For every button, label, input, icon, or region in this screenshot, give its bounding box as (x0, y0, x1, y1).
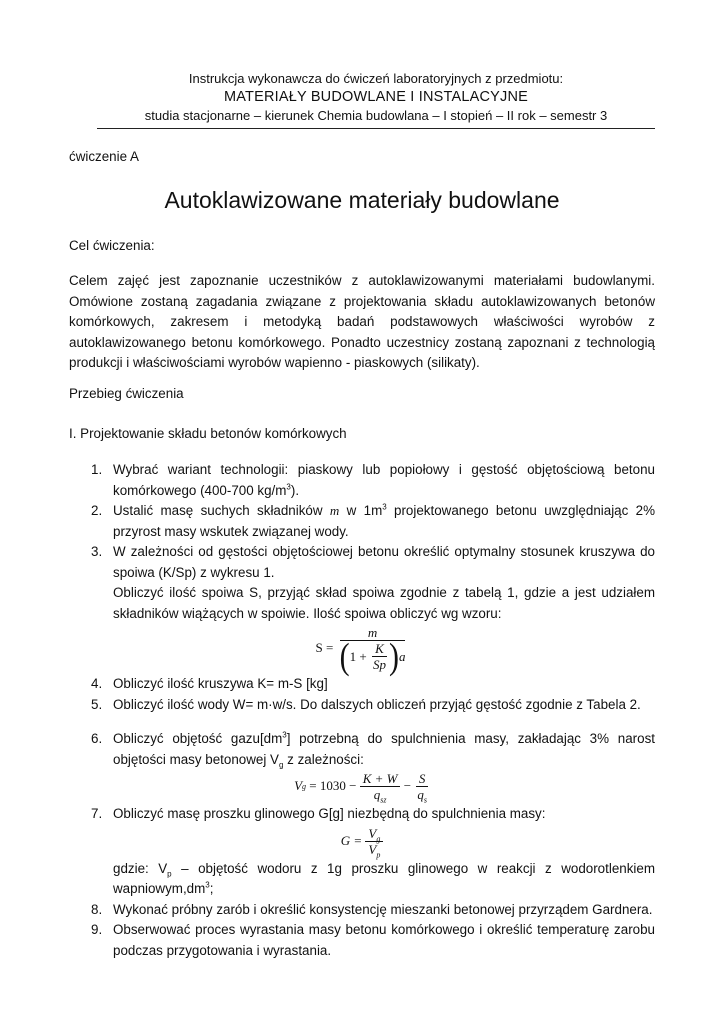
formula-gas-volume: V g = 1030 − $\frac{K + W}{q_{sz}}$ − $\frac{S}{q_s}$ (69, 771, 655, 802)
steps-list (69, 460, 655, 961)
step-number: 8. (91, 901, 103, 917)
formula-q: q (417, 787, 424, 802)
step-number: 6. (91, 731, 103, 746)
header-course-title: MATERIAŁY BUDOWLANE I INSTALACYJNE (223, 89, 529, 105)
step-number: 5. (91, 696, 103, 712)
step-text: Obserwować proces wyrastania masy betonu komórkowego i określić temperaturę zarobu podczas przygotowania i wyrastania. (113, 922, 655, 958)
list-item (69, 542, 655, 677)
formula-v-sub: p (376, 850, 381, 860)
step-note (113, 859, 655, 900)
formula-vp (365, 841, 383, 860)
formula-denominator (337, 635, 409, 677)
formula-vg (365, 826, 383, 842)
step-text: Wykonać próbny zarób i określić konsystencję mieszanki betonowej przyrządem Gardnera. (113, 901, 653, 917)
formula-kw: K + W (360, 771, 401, 787)
subscript: p (167, 869, 172, 879)
page-title: Autoklawizowane materiały budowlane (164, 187, 560, 213)
step-text-end: projektowanego betonu uwzględniając 2% przyrost masy wskutek związanej wody. (113, 503, 655, 539)
formula-eq: = 1030 − (309, 778, 357, 794)
step-number: 4. (91, 676, 103, 691)
formula-s: S (416, 771, 429, 787)
step-text-2: Obliczyć ilość spoiwa S, przyjąć skład spoiwa zgodnie z tabelą 1, gdzie a jest udziałem składników wiążących w spoiwie. Ilość spoiwa obliczyć wg wzoru: (113, 585, 655, 621)
formula-fraction-kw (360, 771, 401, 805)
step-text: W zależności od gęstości objętościowej betonu określić optymalny stosunek kruszywa do spoiwa (K/Sp) z wykresu 1. (113, 544, 655, 580)
step-text-end: z zależności: (283, 751, 364, 767)
list-item (69, 920, 655, 961)
step-number: 7. (91, 806, 103, 821)
procedure-label: Przebieg ćwiczenia (69, 386, 184, 401)
right-paren: ) (388, 635, 399, 677)
formula-q-sub: sz (380, 795, 387, 805)
formula-v: V (368, 841, 377, 857)
list-item (69, 501, 655, 542)
step-text-mid: w 1m (339, 503, 383, 518)
formula-fraction (337, 625, 409, 677)
step-text: Obliczyć ilość kruszywa K= m-S [kg] (113, 676, 328, 691)
formula-qs (414, 787, 430, 805)
list-item (69, 729, 655, 805)
step-text-mid: ] potrzebną do spulchnienia masy, zakładając 3% narost objętości masy betonowej V (113, 731, 655, 767)
step-text-end: ). (290, 482, 300, 498)
header-line-1: Instrukcja wykonawcza do ćwiczeń laboratoryjnych z przedmiotu: (188, 71, 564, 86)
step-number: 9. (91, 922, 103, 937)
list-item (69, 804, 655, 900)
formula-lhs: S = (315, 640, 334, 656)
header-divider (97, 128, 655, 129)
note-text: gdzie: V (113, 860, 168, 876)
list-item (69, 674, 655, 695)
superscript: 3 (382, 502, 387, 512)
formula-inner-fraction (370, 641, 389, 672)
left-paren: ( (339, 635, 350, 677)
superscript: 3 (282, 730, 287, 740)
superscript: 3 (205, 880, 210, 890)
subscript: g (278, 760, 284, 770)
formula-fraction-g (365, 825, 383, 860)
list-item (69, 900, 655, 921)
formula-qsz (371, 787, 390, 805)
step-text: Ustalić masę suchych składników (113, 503, 330, 518)
step-text: Obliczyć objętość gazu[dm (113, 731, 283, 746)
formula-vg: V (294, 778, 303, 794)
note-text-mid: – objętość wodoru z 1g proszku glinowego w reakcji z wodorotlenkiem wapniowym,dm (113, 860, 655, 896)
course-header (97, 70, 655, 125)
step-text: Obliczyć ilość wody W= m·w/s. Do dalszych obliczeń przyjąć gęstość zgodnie z Tabela 2. (113, 696, 641, 712)
section-title: I. Projektowanie składu betonów komórkowych (69, 426, 347, 441)
header-line-3: studia stacjonarne – kierunek Chemia budowlana – I stopień – II rok – semestr 3 (144, 108, 608, 123)
formula-k: K (372, 641, 387, 657)
formula-fraction-s (414, 771, 430, 805)
goal-paragraph: Celem zajęć jest zapoznanie uczestników z autoklawizowanymi materiałami budowlanymi. Omówione zostaną zagadania związane z projektowania składu autoklawizowanych betonów komórkowych, zakresem i metodyką badań podstawowych właściwości wyrobów z autoklawizowanego betonu komórkowego. Ponadto uczestnicy zostaną zapoznani z technologią produkcji i właściwościami wyrobów wapienno - piaskowych (silikaty). (69, 273, 655, 370)
exercise-label: ćwiczenie A (69, 149, 139, 164)
goal-label: Cel ćwiczenia: (69, 238, 155, 253)
formula-numerator: m (340, 625, 405, 641)
list-item (69, 460, 655, 501)
list-spacer (69, 715, 655, 729)
list-item (69, 695, 655, 716)
step-number: 3. (91, 544, 103, 559)
step-number: 2. (91, 503, 103, 518)
formula-binder (69, 625, 655, 677)
formula-g: G = (340, 832, 363, 848)
formula-v-sub: g (376, 834, 381, 844)
formula-one-plus: 1 + (349, 649, 367, 664)
step-text: Wybrać wariant technologii: piaskowy lub popiołowy i gęstość objętościową betonu komórkowego (400-700 kg/m (113, 462, 655, 498)
formula-aluminium (69, 825, 655, 860)
step-number: 1. (91, 462, 103, 477)
formula-v: V (368, 825, 377, 841)
superscript: 3 (286, 482, 291, 492)
step-text: Obliczyć masę proszku glinowego G[g] niezbędną do spulchnienia masy: (113, 806, 546, 821)
note-text-end: ; (209, 881, 214, 896)
formula-q: q (373, 787, 381, 802)
formula-minus: − (403, 778, 412, 794)
var-m: m (329, 503, 340, 518)
formula-q-sub: s (423, 795, 427, 805)
formula-sp: Sp (372, 657, 386, 672)
formula-a: a (398, 649, 406, 664)
